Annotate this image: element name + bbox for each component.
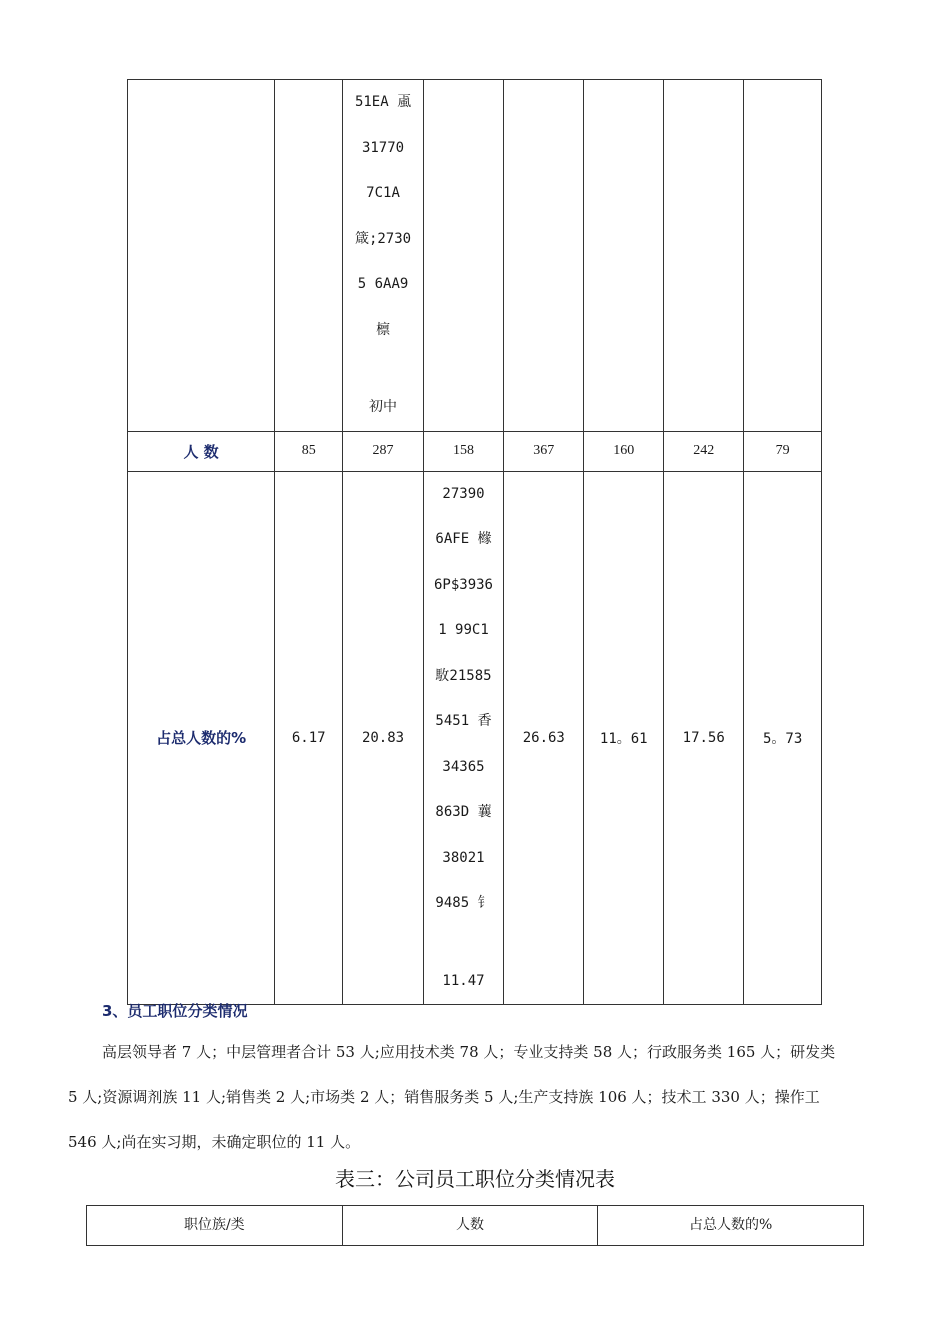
table-cell — [504, 80, 584, 432]
table-cell: 17.56 — [664, 471, 744, 1005]
cell-line: 31770 — [361, 139, 405, 156]
cell-line: 9485 钅 — [435, 895, 492, 911]
table-cell — [423, 80, 504, 432]
table-cell: 11。61 — [584, 471, 664, 1005]
education-distribution-table — [127, 79, 822, 1005]
cell-line: 6AFE 橼 — [435, 531, 492, 547]
row-label-percent: 占总人数的% — [128, 471, 275, 1005]
cell-line: 34365 — [442, 758, 485, 775]
table-cell: 26.63 — [504, 471, 584, 1005]
cell-line: 檩 — [376, 321, 391, 338]
table-cell: 5。73 — [744, 471, 822, 1005]
cell-line: 7C1A — [366, 185, 400, 201]
table-cell: 6.17 — [275, 471, 343, 1005]
table-cell: 160 — [584, 431, 664, 471]
cell-line: 箴;2730 — [354, 230, 412, 247]
cell-line: 初中 — [369, 399, 398, 415]
table-title: 表三：公司员工职位分类情况表 — [335, 1167, 615, 1191]
cell-line: 6P$3936 — [433, 576, 493, 593]
spacer — [343, 353, 422, 385]
table-cell: 367 — [504, 431, 584, 471]
table-cell: 79 — [744, 431, 822, 471]
column-header: 占总人数的% — [598, 1206, 864, 1246]
table-row — [128, 431, 822, 471]
spacer — [424, 927, 504, 959]
cell-line: 5 6AA9 — [357, 276, 409, 292]
column-header: 职位族/类 — [87, 1206, 343, 1246]
table-row — [128, 80, 822, 432]
table-cell — [423, 471, 504, 1005]
table-cell: 158 — [423, 431, 504, 471]
table-cell — [584, 80, 664, 432]
table-row — [128, 471, 822, 1005]
cell-text-stack — [424, 472, 504, 1005]
column-header: 人数 — [342, 1206, 598, 1246]
cell-text-stack — [343, 80, 422, 431]
cell-line: 11.47 — [442, 972, 485, 989]
table-header-row — [87, 1206, 864, 1246]
table-cell: 242 — [664, 431, 744, 471]
cell-line: 駇21585 — [435, 667, 492, 684]
paragraph-line: 高层领导者 7 人；中层管理者合计 53 人;应用技术类 78 人；专业支持类 58 人；行政服务类 165 人；研发类 — [102, 1043, 836, 1061]
table-cell: 20.83 — [343, 471, 423, 1005]
cell-line: 1 99C1 — [438, 622, 489, 638]
cell-line: 51EA 颪 — [354, 94, 412, 110]
cell-line: 863D 蘘 — [435, 804, 492, 820]
cell-line: 5451 香 — [435, 713, 492, 729]
paragraph-line: 5 人;资源调剂族 11 人;销售类 2 人;市场类 2 人；销售服务类 5 人;生产支持族 106 人；技术工 330 人；操作工 — [68, 1088, 820, 1106]
section-heading: 3、员工职位分类情况 — [102, 1002, 248, 1020]
cell-line: 38021 — [442, 849, 485, 866]
table-cell — [664, 80, 744, 432]
position-classification-table — [86, 1205, 864, 1246]
table-cell — [128, 80, 275, 432]
paragraph-line: 546 人;尚在实习期，未确定职位的 11 人。 — [68, 1133, 361, 1151]
table-cell — [343, 80, 423, 432]
table-cell: 85 — [275, 431, 343, 471]
table-cell: 287 — [343, 431, 423, 471]
row-label-count: 人 数 — [128, 431, 275, 471]
table-cell — [275, 80, 343, 432]
body-paragraph — [68, 1030, 883, 1165]
table-cell — [744, 80, 822, 432]
cell-line: 27390 — [442, 485, 485, 502]
